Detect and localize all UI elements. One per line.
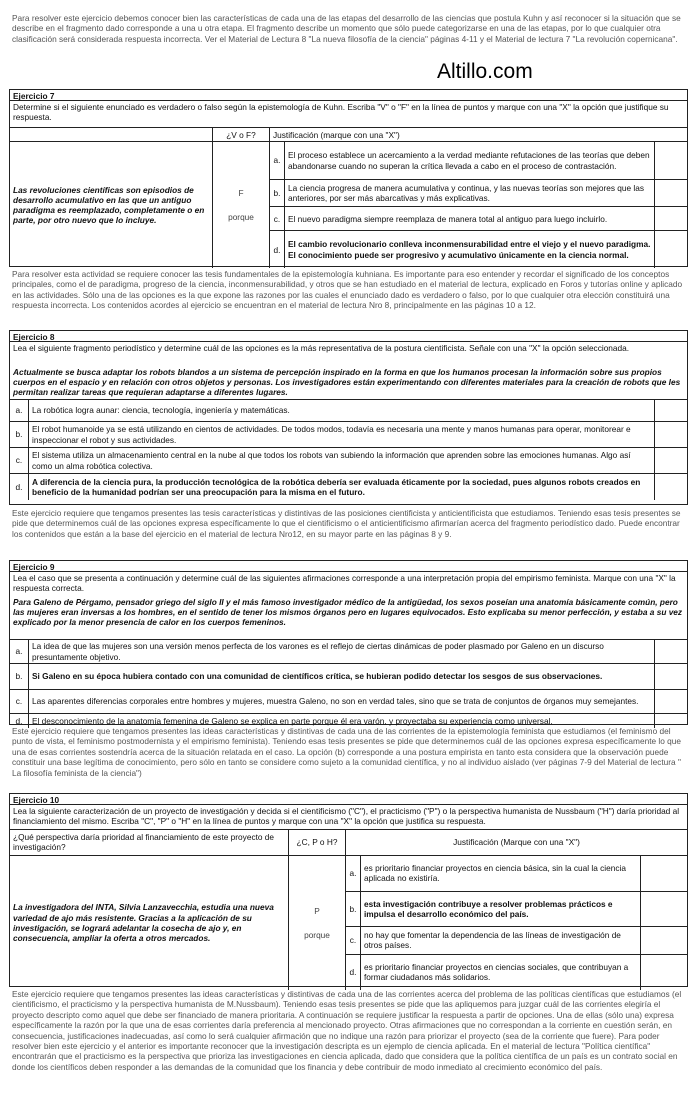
option-c-text: El nuevo paradigma siempre reemplaza de manera total al antiguo para luego incluirlo. [285, 207, 655, 231]
option-letter: a. [10, 400, 29, 422]
option-letter: a. [270, 142, 285, 179]
justification-header: Justificación (marque con una "X") [270, 128, 688, 142]
option-letter: c. [10, 690, 29, 714]
question-header: ¿Qué perspectiva daría prioridad al financiamiento de este proyecto de investigación? [10, 830, 289, 855]
option-letter: d. [10, 714, 29, 728]
option-c-text: Las aparentes diferencias corporales entre hombres y mujeres, muestra Galeno, no son en verdad tales, sino que se trata de conjuntos de órganos muy semejantes. [29, 690, 655, 714]
option-d-text: El desconocimiento de la anatomía femenina de Galeno se explica en parte porque él era varón, y proyectaba su experiencia como universal. [29, 714, 655, 728]
exercise-8-options [10, 399, 687, 500]
option-b-text: Si Galeno en su época hubiera contado con una comunidad de científicos crítica, se hubieran podido detectar los sesgos de sus observaciones. [29, 664, 655, 690]
exercise-9-title: Ejercicio 9 [10, 561, 687, 572]
exercise-7-note: Para resolver esta actividad se requiere conocer las tesis fundamentales de la epistemología kuhniana. Es importante para eso entender y recordar el significado de los conceptos principales, como el de paradigma, progreso de la ciencia, inconmensurabilidad, y otros que se han estudiado en el material de lectura, explicado en Foros y tutorías online y aplicado en las actividades. Sólo una de las opciones es la que expone las razones por las cuales el enunciado dado es verdadero o falso, por lo que cualquier otra elección constituirá una respuesta incorrecta. Los contenidos acordes al ejercicio se encuentran en el material de lectura Nro 8, principalmente en las páginas 10 a 12. [12, 269, 683, 311]
exercise-8-note: Este ejercicio requiere que tengamos presentes las tesis características y distintivas de las posiciones cientificista y anticientificista que estudiamos. Teniendo esas tesis presentes se pide que determinemos cuál de las opciones expresa específicamente lo que el cientificismo o el anticientificismo afirmarían acerca del fragmento periodístico dado. Puede encontrar los contenidos que están a la base del ejercicio en el material de lectura Nro12, en su mayor parte en las páginas 8 y 9. [12, 508, 681, 539]
option-c-checkbox[interactable] [655, 690, 688, 714]
site-logo[interactable]: Altillo.com [437, 60, 533, 83]
exercise-9-fragment: Para Galeno de Pérgamo, pensador griego del siglo II y el más famoso investigador médico de la antigüedad, los sexos poseían una anatomía básicamente común, pero las mujeres eran inversas a los hombres, en el sentido de tener los mismos órganos pero en lugares equivocados. Esto explicaba su menor perfección, y estaba a su vez explicado por la menor presencia de calor en los cuerpos femeninos. [13, 597, 683, 628]
option-b-text: La ciencia progresa de manera acumulativa y continua, y las nuevas teorías son mejores que las anteriores, por ser más abarcativas y más explicativas. [285, 179, 655, 206]
option-letter: b. [10, 664, 29, 690]
exercise-10-statement: La investigadora del INTA, Silvia Lanzavecchia, estudia una nueva variedad de ajo más resistente. Gracias a la aplicación de su investigación, se logrará adelantar la cosecha de ajo y, en consecuencia, ampliar la oferta a otros mercados. [10, 855, 289, 990]
option-b-text: El robot humanoide ya se está utilizando en cientos de actividades. De todos modos, todavía es necesaria una mente y manos humanas para operar, monitorear e inspeccionar el robot y sus actividades. [29, 422, 655, 448]
option-letter: b. [10, 422, 29, 448]
option-a-text: es prioritario financiar proyectos en ciencia básica, sin la cual la ciencia aplicada no existiría. [361, 855, 641, 891]
option-b-checkbox[interactable] [655, 179, 688, 206]
exercise-8-fragment: Actualmente se busca adaptar los robots blandos a un sistema de percepción inspirado en la forma en que los humanos procesan la información sobre sus propios cuerpos en el espacio y en relación con otros objetos y personas. Los investigadores están experimentando con diferentes materiales para la creación de robots que les permitan realizar tareas que requieran adaptarse a diferentes lugares. [13, 367, 681, 398]
intro-text: Para resolver este ejercicio debemos conocer bien las características de cada una de las etapas del desarrollo de las ciencias que postula Kuhn y así reconocer si la situación que se describe en el fragmento dado corresponde a una u otra etapa. El fragmento describe un momento que sólo puede categorizarse en una de las etapas, por lo que cualquier otra clasificación será considerada respuesta incorrecta. Ver el Material de Lectura 8 "La nueva filosofía de la ciencia" páginas 4-11 y el Material de lectura 7 "La revolución copernicana". [12, 13, 681, 44]
exercise-10-note: Este ejercicio requiere que tengamos presentes las ideas características y distintivas de cada una de las corrientes acerca del problema de las políticas científicas que estudiamos (el cientificismo, el practicismo y la perspectiva humanista de M.Nussbaum). Teniendo esas tesis presentes se pide que las apliquemos para juzgar cuál de las corrientes elegiría el proyecto descripto como aquel que debe ser financiado de manera prioritaria. A continuación se requiere justificar la respuesta a partir de opciones. Una de ellas (sólo una) expresa específicamente la razón por la que una de esas corrientes daría preferencia al mencionado proyecto. Otras afirmaciones que no correspondan a la corriente en cuestión serán, en consecuencia, justificaciones inadecuadas, así como lo será cualquier afirmación que no indique una razón para priorizar el proyecto (sea de la corriente que fuere). Para poder resolver bien este ejercicio y el anterior es importante reconocer que la investigación descripta es un ejemplo de ciencia aplicada. En el material de lectura "Política científica" encontrarán que el practicismo es la perspectiva que prioriza las investigaciones en ciencia aplicada, dado que considera que la política científica de un país es un contrato social en donde los científicos deben responder a las demandas de la comunidad que los financia y debe contribuir de modo inmediato al crecimiento económico del país. [12, 989, 682, 1072]
option-a-text: El proceso establece un acercamiento a la verdad mediante refutaciones de las teorías que deben abandonarse cuando no superan la crítica llevada a cabo en el proceso de contrastación. [285, 142, 655, 179]
option-letter: b. [346, 891, 361, 927]
exercise-7-table [10, 128, 687, 268]
option-d-text: A diferencia de la ciencia pura, la producción tecnológica de la robótica debería ser evaluada éticamente por la sociedad, pues algunos robots creados en beneficio de la humanidad podrían ser una preocupación para la misma en el futuro. [29, 474, 655, 500]
cph-answer: P [314, 905, 320, 916]
option-letter: c. [346, 927, 361, 954]
option-a-checkbox[interactable] [655, 400, 688, 422]
exercise-7-instruction: Determine si el siguiente enunciado es verdadero o falso según la epistemología de Kuhn. Escriba "V" o "F" en la línea de puntos y marque con una "X" la opción que justifique su respuesta. [10, 101, 687, 128]
exercise-8-instruction: Lea el siguiente fragmento periodístico y determine cuál de las opciones es la más representativa de la postura cientificista. Señale con una "X" la opción seleccionada. [13, 343, 630, 353]
option-d-checkbox[interactable] [641, 954, 688, 990]
exercise-9 [9, 560, 688, 725]
option-a-checkbox[interactable] [655, 640, 688, 664]
option-b-checkbox[interactable] [655, 422, 688, 448]
exercise-10-instruction: Lea la siguiente caracterización de un proyecto de investigación y decida si el cientificismo ("C"), el practicismo ("P") o la perspectiva humanista de Nussbaum ("H") daría prioridad al financiamiento del mismo. Escriba "C", "P" o "H" en la línea de puntos y marque con una "X" la opción que justifica su respuesta. [10, 805, 687, 830]
option-d-checkbox[interactable] [655, 231, 688, 268]
vf-answer-cell[interactable] [213, 142, 270, 268]
exercise-8 [9, 330, 688, 505]
exercise-8-title: Ejercicio 8 [10, 331, 687, 342]
porque-label: porque [228, 212, 254, 223]
option-c-checkbox[interactable] [655, 207, 688, 231]
option-a-text: La robótica logra aunar: ciencia, tecnología, ingeniería y matemáticas. [29, 400, 655, 422]
vf-header: ¿V o F? [213, 128, 270, 142]
option-letter: d. [346, 954, 361, 990]
exercise-7-title: Ejercicio 7 [10, 90, 687, 101]
option-a-text: La idea de que las mujeres son una versión menos perfecta de los varones es el reflejo de ciertas dinámicas de poder plasmado por Galeno en un discurso presuntamente objetivo. [29, 640, 655, 664]
option-d-checkbox[interactable] [655, 474, 688, 500]
exercise-10-title: Ejercicio 10 [10, 794, 687, 805]
justification-header: Justificación (Marque con una "X") [346, 830, 688, 855]
option-letter: c. [270, 207, 285, 231]
option-d-text: es prioritario financiar proyectos en ciencias sociales, que contribuyan a formar ciudadanos más solidarios. [361, 954, 641, 990]
option-c-checkbox[interactable] [655, 448, 688, 474]
exercise-7-statement: Las revoluciones científicas son episodios de desarrollo acumulativo en las que un antiguo paradigma es reemplazado, completamente o en parte, por otro nuevo que lo incluye. [10, 142, 213, 268]
exercise-9-instruction: Lea el caso que se presenta a continuación y determine cuál de las siguientes afirmaciones corresponde a una interpretación propia del empirismo feminista. Marque con una "X" la respuesta correcta. [13, 573, 676, 594]
option-letter: a. [10, 640, 29, 664]
option-c-checkbox[interactable] [641, 927, 688, 954]
porque-label: porque [304, 929, 330, 940]
cph-header: ¿C, P o H? [289, 830, 346, 855]
exercise-10-table [10, 830, 687, 990]
exercise-9-note: Este ejercicio requiere que tengamos presentes las ideas características y distintivas de cada una de las corrientes de la epistemología feminista que estudiamos (el feminismo del punto de vista, el feminismo postmodernista y el empirismo feminista). Teniendo esas tesis presentes se pide que determinemos cuál de las opciones expresa específicamente lo que una de esas corrientes sostendría acerca de la situación relatada en el caso. La opción (b) corresponde a una postura empirista en tanto esta considera que la observación puede constituir una base legítima de conocimiento, pero sólo en tanto se considere como sujeto a la comunidad científica, y no al individuo aislado (ver páginas 7-9 del Material de lectura " La filosofía feminista de la ciencia") [12, 726, 682, 778]
option-c-text: no hay que fomentar la dependencia de las líneas de investigación de otros países. [361, 927, 641, 954]
option-d-text: El cambio revolucionario conlleva inconmensurabilidad entre el viejo y el nuevo paradigma. El conocimiento puede ser progresivo y acumulativo únicamente en la ciencia normal. [285, 231, 655, 268]
option-b-checkbox[interactable] [641, 891, 688, 927]
vf-answer: F [238, 188, 244, 198]
option-letter: a. [346, 855, 361, 891]
option-b-checkbox[interactable] [655, 664, 688, 690]
exercise-10 [9, 793, 688, 987]
option-a-checkbox[interactable] [641, 855, 688, 891]
exercise-9-options [10, 639, 687, 728]
option-letter: d. [270, 231, 285, 268]
option-a-checkbox[interactable] [655, 142, 688, 179]
cph-answer-cell[interactable] [289, 855, 346, 990]
option-letter: c. [10, 448, 29, 474]
option-letter: b. [270, 179, 285, 206]
option-letter: d. [10, 474, 29, 500]
option-c-text: El sistema utiliza un almacenamiento central en la nube al que todos los robots van subiendo la información que aprenden sobre las emociones humanas. Algo así como un alma robótica colectiva. [29, 448, 655, 474]
option-b-text: esta investigación contribuye a resolver problemas prácticos e impulsa el desarrollo económico del país. [361, 891, 641, 927]
exercise-7 [9, 89, 688, 267]
